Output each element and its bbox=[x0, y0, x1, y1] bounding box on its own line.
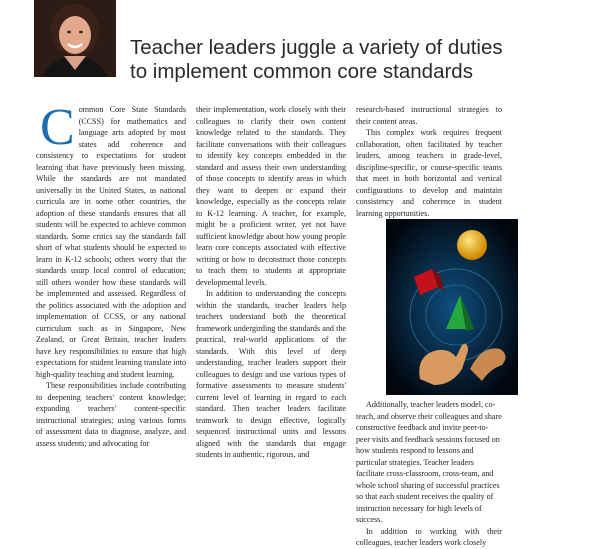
col3-paragraph-1: research-based instructional strategies to their content areas. bbox=[356, 105, 502, 126]
col3-paragraph-4: In addition to working with their colleagues, teacher leaders work closely bbox=[356, 526, 502, 547]
column-3 bbox=[356, 104, 502, 549]
title-line-2: to implement common core standards bbox=[130, 60, 473, 83]
juggling-shapes-illustration bbox=[386, 219, 518, 395]
article-title bbox=[130, 36, 570, 84]
col1-paragraph-1: ommon Core State Standards (CCSS) for mathematics and language arts adopted by most states add coherence and consistency to expectations for student learning that have previously been missing. While the standards are not mandated universally in the United States, as national curricula are in some other countries, the adoption of these standards ensures that all students will be expected to achieve common standards. Some critics say the standards fall short of what students should be expected to learn in K-12 schools; others worry that the standards usurp local control of education; still others wonder how these standards will be implemented and assessed. Regardless of the politics associated with the adoption and implementation of CCSS, or any national curriculum such as in Singapore, New Zealand, or Great Britain, teacher leaders have key responsibilities to ensure that high expectations for student learning translate into high-quality teaching and student learning. bbox=[36, 105, 186, 379]
column-1 bbox=[36, 99, 186, 449]
col2-paragraph-1: their implementation, work closely with their colleagues to clarify their own content knowledge related to the standards. They facilitate conversations with their colleagues to identify key concepts embedded in the standard and assess their own understanding of those concepts to identify areas in which they want to deepen or expand their knowledge, especially as the concepts relate to K-12 learning. A teacher, for example, might be a proficient writer, yet not have sufficient knowledge about how young people learn core concepts associated with effective writing or how to deconstruct those concepts to teach them to students at appropriate developmental levels. bbox=[196, 105, 346, 287]
author-photo bbox=[34, 0, 116, 77]
column-2 bbox=[196, 104, 346, 461]
col1-paragraph-2: These responsibilities include contributing to deepening teachers' content knowledge; expanding teachers' content-specific instructional strategies; using various forms of assessment data to diagnose, analyze, and assess students; and advocating for bbox=[36, 381, 186, 448]
col2-paragraph-2: In addition to understanding the concepts within the standards, teacher leaders help teachers understand both the theoretical framework undergirding the standards and the practical, real-world applications of the standards. With this level of deep understanding, teacher leaders support their colleagues to design and use various types of formative assessments to measure students' current level of learning in regard to each standard. Then teacher leaders facilitate teamwork to design effective, logically sequenced instructional units and lessons aligned with the standards that engage students in authentic, rigorous, and bbox=[196, 289, 346, 459]
col3-paragraph-3: Additionally, teacher leaders model, co-teach, and observe their colleagues and share constructive feedback and invite peer-to-peer visits and feedback sessions focused on how students respond to lessons and particular strategies. Teacher leaders facilitate cross-classroom, cross-team, and whole school sharing of successful practices so that each student receives the quality of instruction necessary for high levels of success. bbox=[356, 400, 502, 524]
title-line-1: Teacher leaders juggle a variety of duties bbox=[130, 36, 503, 59]
col3-paragraph-2: This complex work requires frequent collaboration, often facilitated by teacher leaders, among teachers in grade-level, discipline-specific, or course-specific teams that meet in both horizontal and vertical configurations to develop and maintain consistency and coherence in student learning opportunities. bbox=[356, 128, 502, 218]
drop-cap: C bbox=[40, 99, 75, 156]
